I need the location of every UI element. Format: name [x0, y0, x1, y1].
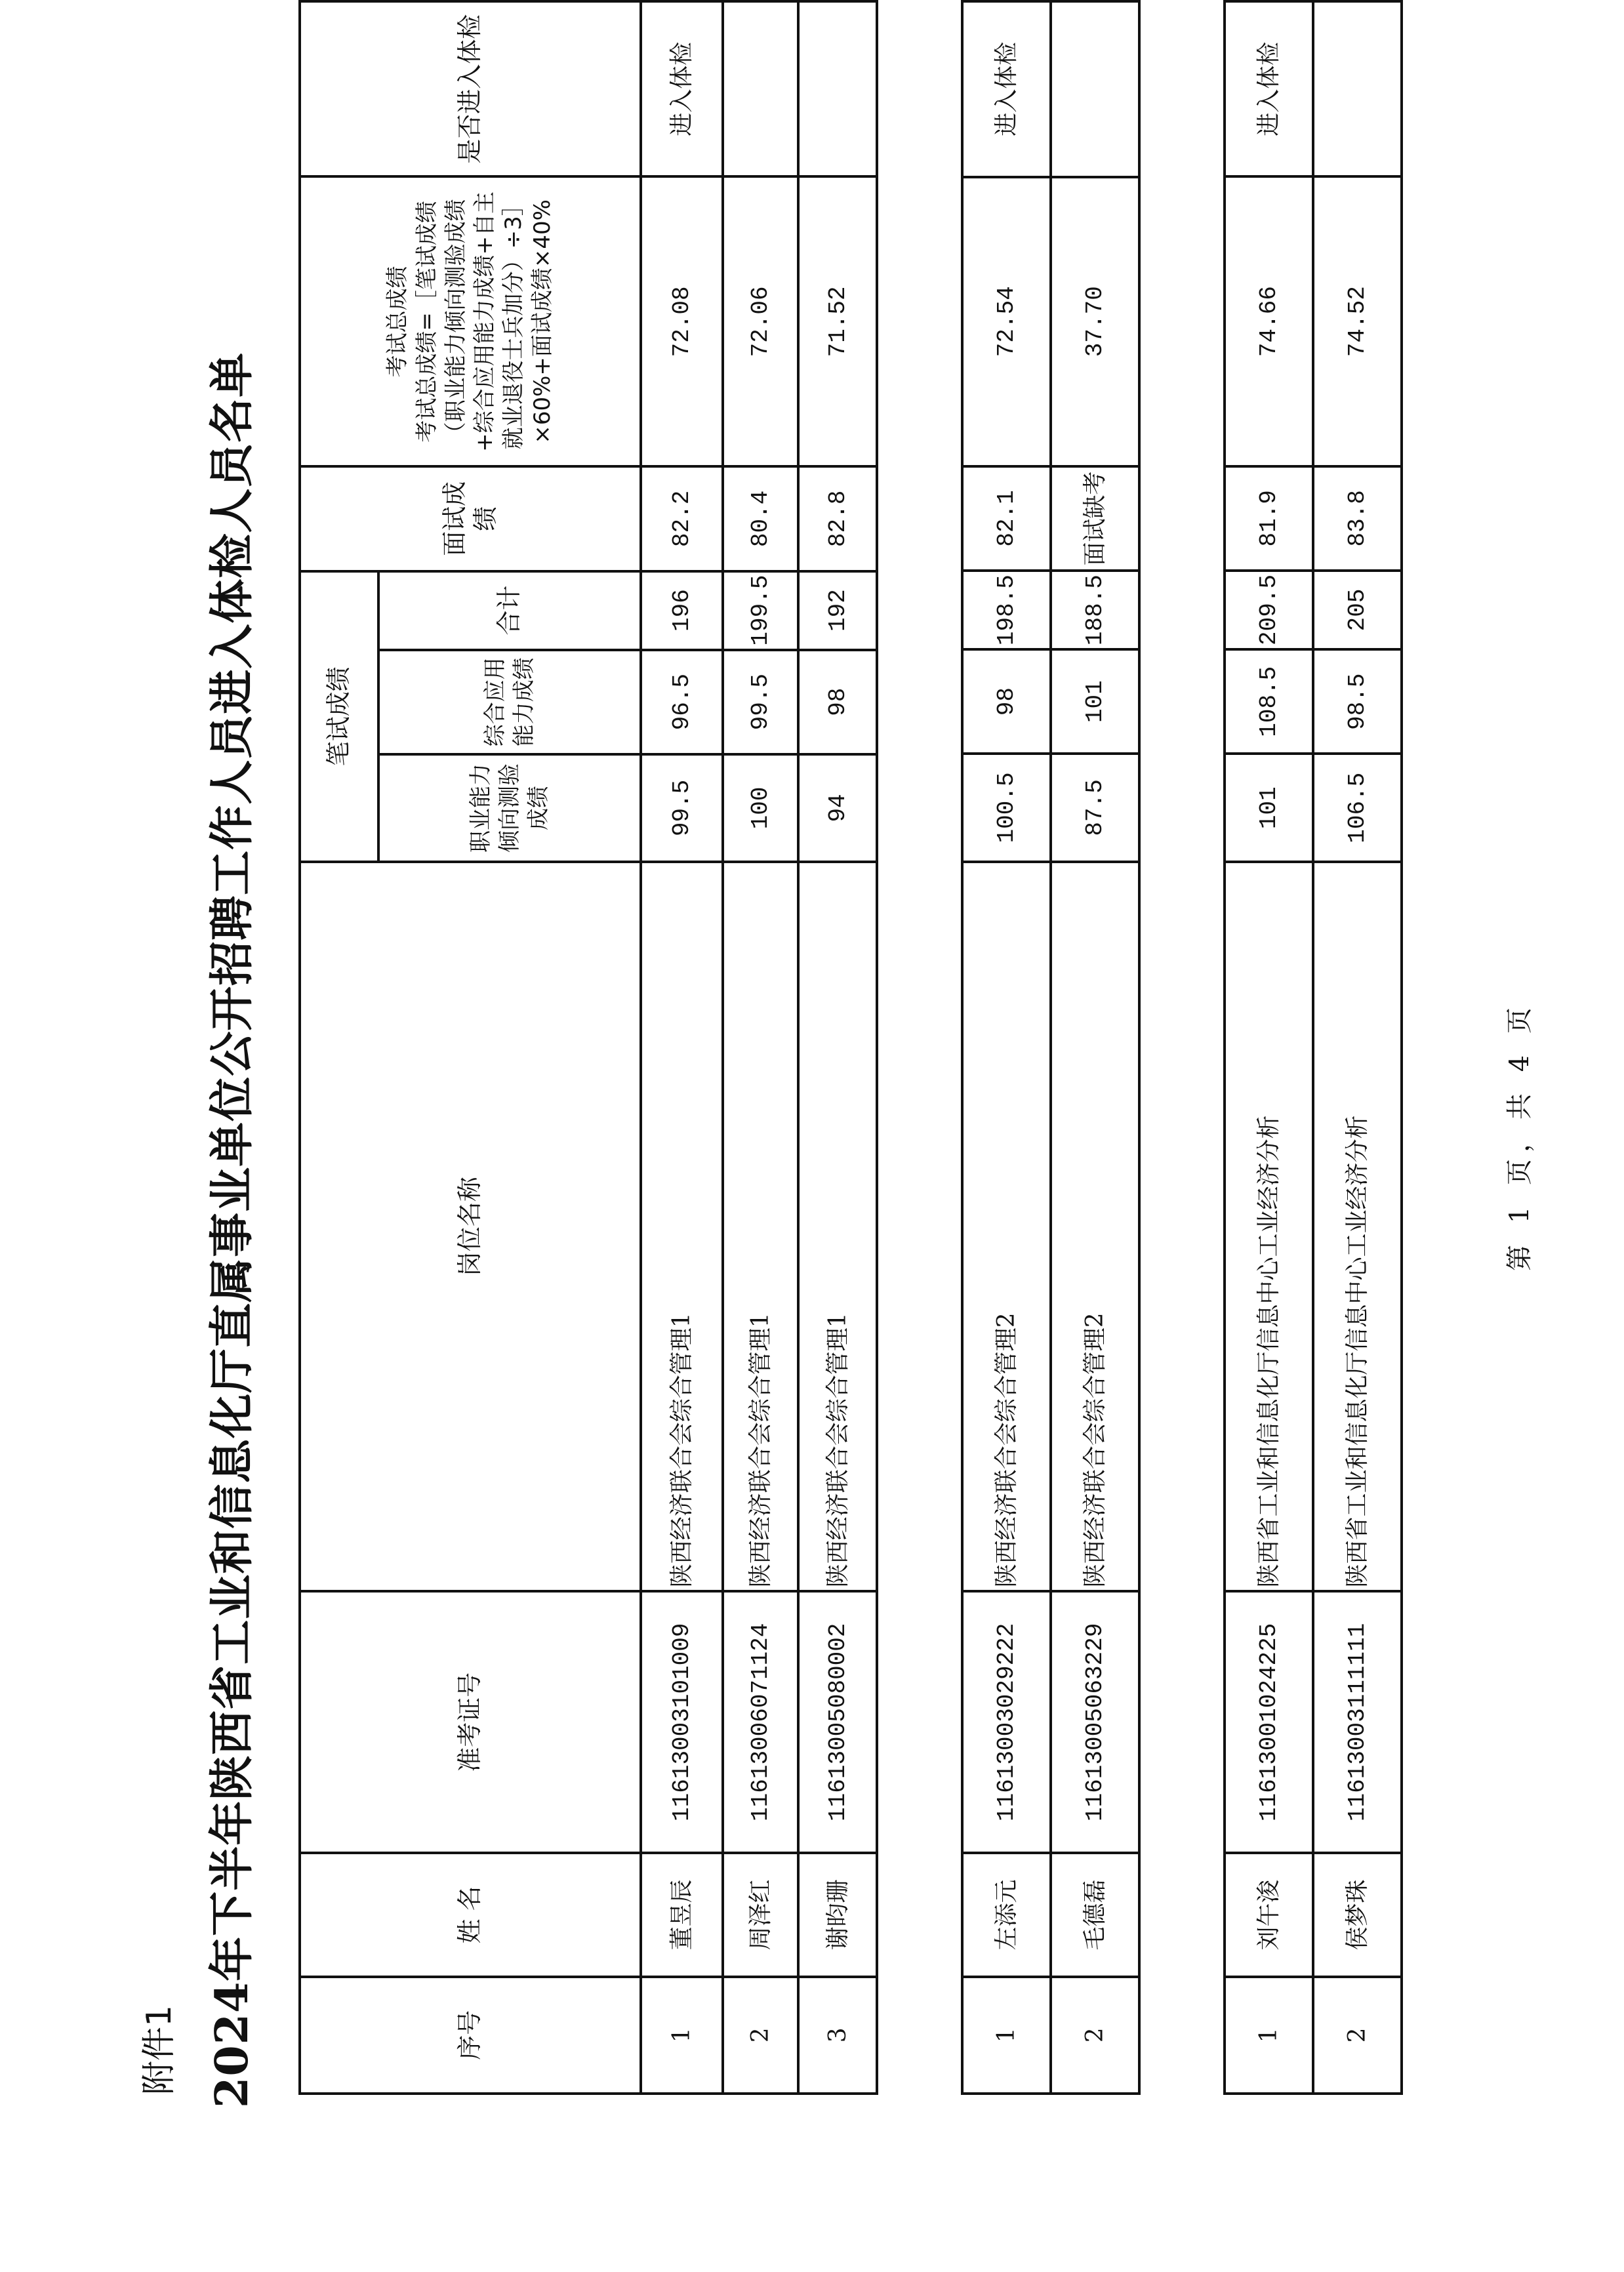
cell-exam-id: 11613005063229 — [1051, 1591, 1139, 1853]
table-row — [1225, 1, 1313, 2094]
cell-exam-id: 11613005080002 — [798, 1591, 877, 1853]
cell-physical: 进入体检 — [641, 1, 723, 176]
cell-name: 董昱辰 — [641, 1853, 723, 1976]
cell-physical: 进入体检 — [962, 1, 1051, 177]
cell-written-total: 198.5 — [962, 571, 1051, 649]
cell-name: 周泽红 — [723, 1853, 798, 1976]
col-exam-id: 准考证号 — [300, 1591, 641, 1853]
cell-total: 72.54 — [962, 177, 1051, 466]
col-seq: 序号 — [300, 1977, 641, 2094]
cell-interview: 81.9 — [1225, 466, 1313, 571]
col-aptitude: 职业能力倾向测验成绩 — [378, 754, 641, 862]
cell-written-total: 199.5 — [723, 571, 798, 650]
cell-seq: 1 — [641, 1977, 723, 2094]
cell-name: 刘午浚 — [1225, 1853, 1313, 1976]
table-row — [723, 1, 798, 2094]
cell-aptitude: 106.5 — [1313, 754, 1402, 862]
cell-application: 99.5 — [723, 650, 798, 754]
cell-aptitude: 101 — [1225, 754, 1313, 862]
table-row — [798, 1, 877, 2094]
cell-total: 72.08 — [641, 176, 723, 466]
cell-name: 左添元 — [962, 1853, 1051, 1976]
col-application: 综合应用能力成绩 — [378, 650, 641, 754]
cell-post: 陕西经济联合会综合管理1 — [641, 862, 723, 1591]
cell-total: 71.52 — [798, 176, 877, 466]
cell-total: 74.52 — [1313, 176, 1402, 466]
cell-physical: 进入体检 — [1225, 1, 1313, 176]
cell-name: 谢昀珊 — [798, 1853, 877, 1976]
attachment-label: 附件1 — [140, 2004, 179, 2095]
col-physical: 是否进入体检 — [300, 1, 641, 176]
cell-total: 72.06 — [723, 176, 798, 466]
col-post: 岗位名称 — [300, 862, 641, 1591]
cell-seq: 3 — [798, 1977, 877, 2094]
cell-post: 陕西省工业和信息化厅信息中心工业经济分析 — [1313, 862, 1402, 1591]
header-table — [298, 0, 878, 2095]
page-footer: 第 1 页，共 4 页 — [1505, 1001, 1535, 1271]
table-row — [1313, 1, 1402, 2094]
cell-physical — [798, 1, 877, 176]
cell-physical — [1313, 1, 1402, 176]
cell-physical — [723, 1, 798, 176]
cell-exam-id: 11613003029222 — [962, 1591, 1051, 1853]
cell-written-total: 192 — [798, 571, 877, 650]
cell-application: 96.5 — [641, 650, 723, 754]
cell-application: 98 — [798, 650, 877, 754]
cell-seq: 2 — [1051, 1977, 1139, 2094]
cell-application: 108.5 — [1225, 649, 1313, 754]
cell-post: 陕西经济联合会综合管理1 — [798, 862, 877, 1591]
cell-exam-id: 11613003101009 — [641, 1591, 723, 1853]
cell-aptitude: 100.5 — [962, 754, 1051, 861]
cell-interview: 82.2 — [641, 466, 723, 571]
cell-aptitude: 99.5 — [641, 754, 723, 862]
cell-interview: 80.4 — [723, 466, 798, 571]
cell-application: 98.5 — [1313, 649, 1402, 754]
col-name: 姓 名 — [300, 1853, 641, 1976]
cell-interview: 83.8 — [1313, 466, 1402, 571]
cell-aptitude: 94 — [798, 754, 877, 862]
cell-written-total: 205 — [1313, 571, 1402, 649]
cell-total: 74.66 — [1225, 176, 1313, 466]
cell-exam-id: 11613006071124 — [723, 1591, 798, 1853]
col-written-total: 合计 — [378, 571, 641, 650]
cell-written-total: 196 — [641, 571, 723, 650]
cell-post: 陕西经济联合会综合管理1 — [723, 862, 798, 1591]
table-row — [641, 1, 723, 2094]
cell-post: 陕西省工业和信息化厅信息中心工业经济分析 — [1225, 862, 1313, 1591]
page-title: 2024年下半年陕西省工业和信息化厅直属事业单位公开招聘工作人员进入体检人员名单 — [206, 352, 258, 2108]
col-interview: 面试成绩 — [300, 466, 641, 571]
cell-interview: 82.1 — [962, 466, 1051, 571]
cell-post: 陕西经济联合会综合管理2 — [962, 862, 1051, 1592]
group-table-2 — [961, 0, 1141, 2095]
cell-application: 101 — [1051, 649, 1139, 754]
cell-interview: 面试缺考 — [1051, 466, 1139, 571]
table-row — [962, 1, 1051, 2094]
cell-post: 陕西经济联合会综合管理2 — [1051, 862, 1139, 1592]
group-table-3 — [1223, 0, 1403, 2095]
cell-seq: 2 — [1313, 1977, 1402, 2094]
cell-interview: 82.8 — [798, 466, 877, 571]
col-total-label: 考试总成绩 — [384, 266, 411, 378]
table-row — [1051, 1, 1139, 2094]
cell-written-total: 209.5 — [1225, 571, 1313, 649]
col-total-formula: 考试总成绩=［笔试成绩（职业能力倾向测验成绩+综合应用能力成绩+自主就业退役士兵加分）÷3］×60%+面试成绩×40% — [413, 191, 556, 452]
cell-application: 98 — [962, 649, 1051, 754]
cell-physical — [1051, 1, 1139, 177]
cell-aptitude: 100 — [723, 754, 798, 862]
cell-name: 毛德磊 — [1051, 1853, 1139, 1976]
cell-written-total: 188.5 — [1051, 571, 1139, 649]
cell-seq: 1 — [962, 1977, 1051, 2094]
cell-exam-id: 11613003111111 — [1313, 1591, 1402, 1853]
cell-name: 侯梦珠 — [1313, 1853, 1402, 1976]
cell-seq: 2 — [723, 1977, 798, 2094]
cell-aptitude: 87.5 — [1051, 754, 1139, 861]
col-written-group: 笔试成绩 — [300, 571, 378, 862]
cell-total: 37.70 — [1051, 177, 1139, 466]
col-total — [300, 176, 641, 466]
cell-exam-id: 11613001024225 — [1225, 1591, 1313, 1853]
cell-seq: 1 — [1225, 1977, 1313, 2094]
